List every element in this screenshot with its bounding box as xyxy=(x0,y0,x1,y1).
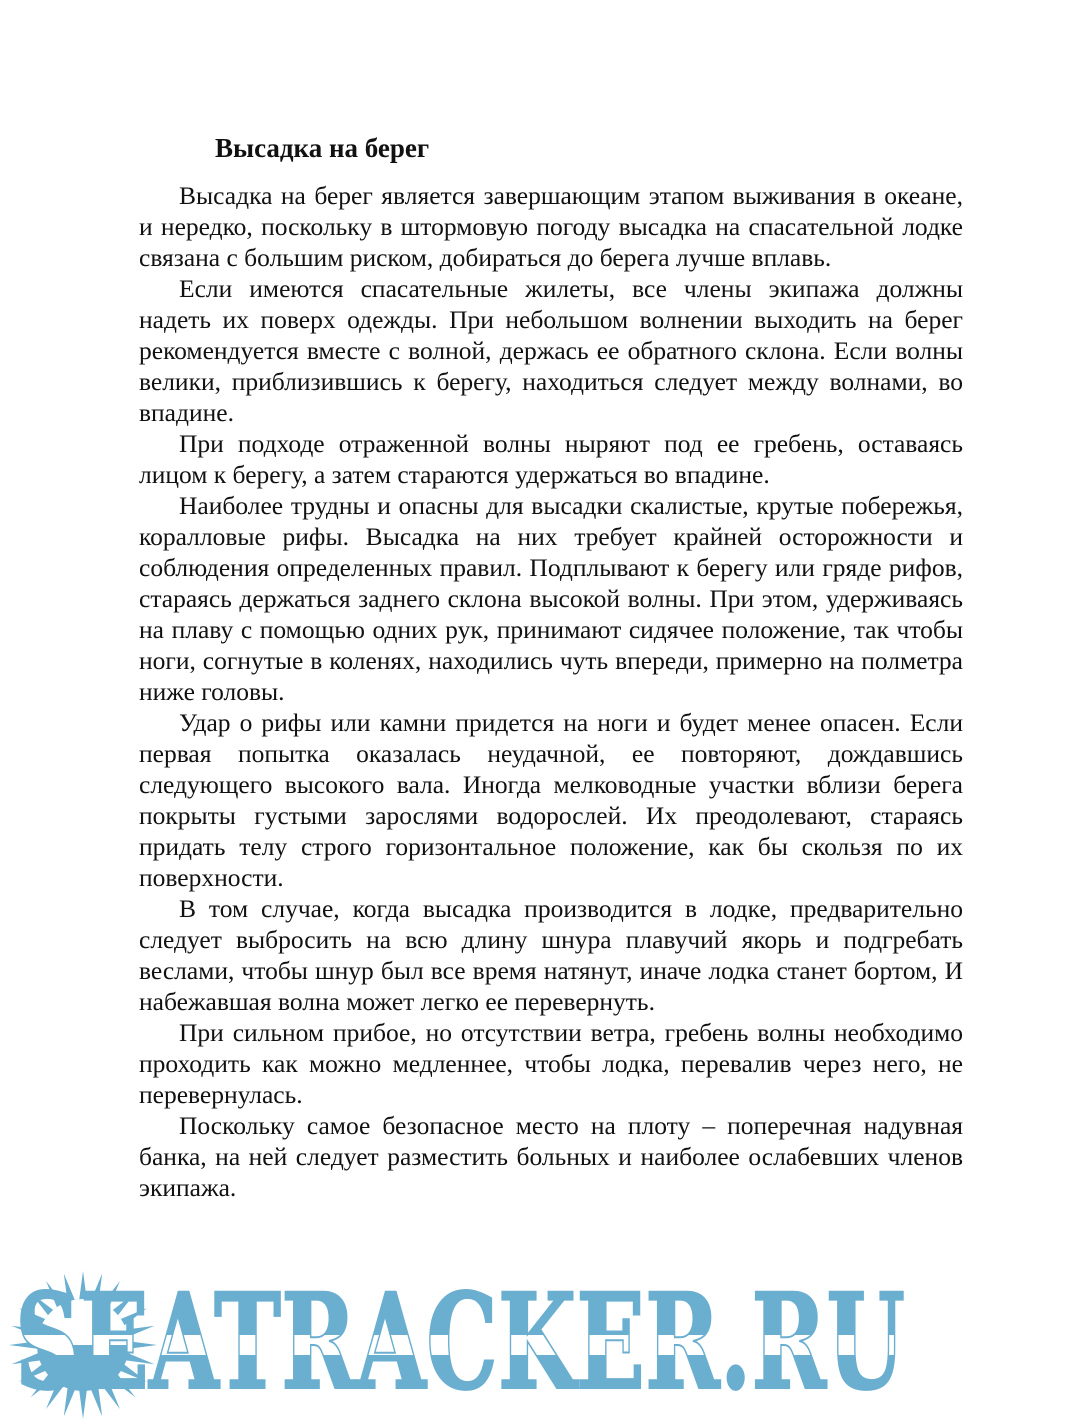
page-title: Высадка на берег xyxy=(215,133,430,163)
paragraph: Если имеются спасательные жилеты, все члены экипажа должны надеть их поверх одежды. При небольшом волнении выходить на берег рекомендуется вместе с волной, держась ее обратного склона. Если волны велики, приблизившись к берегу, находиться следует между волнами, во впадине. xyxy=(139,274,963,427)
paragraph: Удар о рифы или камни придется на ноги и будет менее опасен. Если первая попытка оказалась неудачной, ее повторяют, дождавшись следующего высокого вала. Иногда мелководные участки вблизи берега покрыты густыми зарослями водорослей. Их преодолевают, стараясь придать телу строго горизонтальное положение, как бы скользя по их поверхности. xyxy=(139,708,963,892)
watermark-logo xyxy=(0,1262,1080,1425)
watermark-label: SEATRACKER.RU xyxy=(15,1270,905,1405)
paragraph: При сильном прибое, но отсутствии ветра, гребень волны необходимо проходить как можно медленнее, чтобы лодка, перевалив через него, не перевернулась. xyxy=(139,1018,963,1109)
paragraph: Высадка на берег является завершающим этапом выживания в океане, и нередко, поскольку в штормовую погоду высадка на спасательной лодке связана с большим риском, добираться до берега лучше вплавь. xyxy=(139,181,963,272)
watermark-text xyxy=(8,1270,913,1405)
paragraph: В том случае, когда высадка производится в лодке, предварительно следует выбросить на всю длину шнура плавучий якорь и подгребать веслами, чтобы шнур был все время натянут, иначе лодка станет бортом, И набежавшая волна может легко ее перевернуть. xyxy=(139,894,963,1016)
paragraph: Поскольку самое безопасное место на плоту – поперечная надувная банка, на ней следует разместить больных и наиболее ослабевших членов экипажа. xyxy=(139,1111,963,1202)
paragraph: Наиболее трудны и опасны для высадки скалистые, крутые побережья, коралловые рифы. Высадка на них требует крайней осторожности и соблюдения определенных правил. Подплывают к берегу или гряде рифов, стараясь держаться заднего склона высокой волны. При этом, удерживаясь на плаву с помощью одних рук, принимают сидячее положение, так чтобы ноги, согнутые в коленях, находились чуть впереди, примерно на полметра ниже головы. xyxy=(139,491,963,706)
paragraph: При подходе отраженной волны ныряют под ее гребень, оставаясь лицом к берегу, а затем стараются удержаться во впадине. xyxy=(139,429,963,489)
document-body xyxy=(139,180,963,1203)
